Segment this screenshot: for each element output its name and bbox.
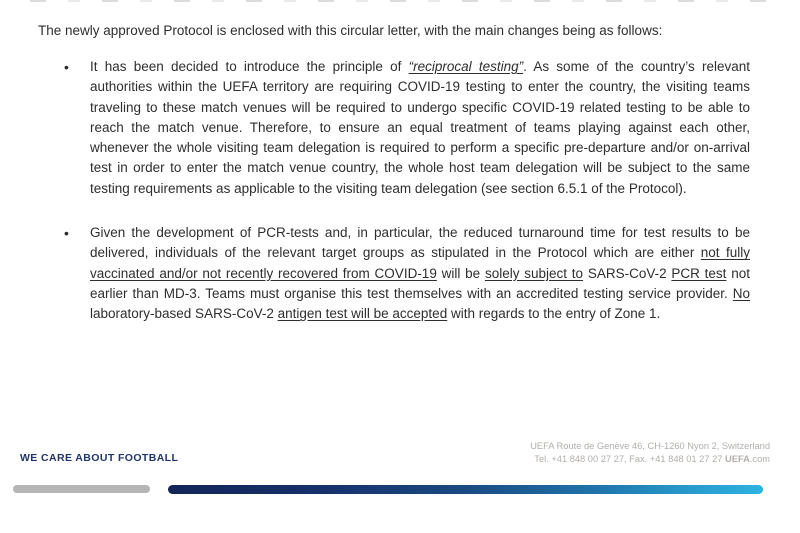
bullet-item — [64, 57, 750, 199]
intro-paragraph: The newly approved Protocol is enclosed with this circular letter, with the main changes being as follows: — [38, 22, 663, 38]
cropped-text-artifact — [30, 0, 770, 2]
text-segment: . As some of the country’s relevant authorities within the UEFA territory are requiring COVID-19 testing to enter the country, the visiting teams traveling to these match venues will be required to undergo specific COVID-19 related testing to be able to reach the match venue. Therefore, to ensure an equal treatment of teams playing against each other, whenever the whole visiting team delegation is required to perform a specific pre-departure and/or on-arrival test in order to enter the match venue country, the whole host team delegation will be subject to the same testing requirements as applicable to the visiting team delegation (see section 6.5.1 of the Protocol). — [90, 59, 751, 196]
website-suffix-text: .com — [749, 453, 770, 464]
text-segment: Given the development of PCR-tests and, in particular, the reduced turnaround time for test results to be delivered, individuals of the relevant target groups as stipulated in the Protocol which are either — [90, 225, 750, 261]
footer-address — [530, 440, 770, 465]
bullet-text — [90, 57, 750, 199]
text-segment: It has been decided to introduce the principle of — [90, 59, 409, 74]
text-segment: laboratory-based SARS-CoV-2 — [90, 306, 278, 322]
blue-gradient-bar — [168, 485, 763, 494]
text-segment-no: No — [732, 285, 750, 301]
text-segment-pcr-test: PCR test — [671, 265, 727, 281]
text-segment-vaccination-condition: not fully vaccinated and/or not recently recovered from COVID-19 — [90, 245, 750, 281]
bullet-icon: • — [64, 225, 69, 242]
bullet-list — [64, 57, 750, 325]
text-segment-antigen-test: antigen test will be accepted — [277, 306, 448, 322]
phone-fax-text: Tel. +41 848 00 27 27, Fax. +41 848 01 27 27 — [534, 453, 726, 464]
text-segment: not earlier than MD-3. Teams must organise this test themselves with an accredited testing service provider. — [90, 265, 750, 301]
uefa-slogan: WE CARE ABOUT FOOTBALL — [20, 452, 179, 464]
text-segment-reciprocal-testing: “reciprocal testing” — [408, 59, 524, 74]
text-segment-solely-subject: solely subject to — [484, 265, 584, 281]
contact-line — [530, 453, 770, 466]
bullet-text — [90, 223, 750, 324]
bullet-icon: • — [64, 59, 69, 75]
address-line: UEFA Route de Genève 46, CH-1260 Nyon 2, Switzerland — [530, 441, 770, 451]
text-segment: with regards to the entry of Zone 1. — [447, 306, 661, 322]
text-segment: SARS-CoV-2 — [583, 265, 672, 281]
uefa-brand-text: UEFA — [725, 453, 750, 464]
gray-bar — [13, 485, 150, 493]
text-segment: will be — [436, 265, 485, 281]
bullet-item — [64, 223, 750, 324]
